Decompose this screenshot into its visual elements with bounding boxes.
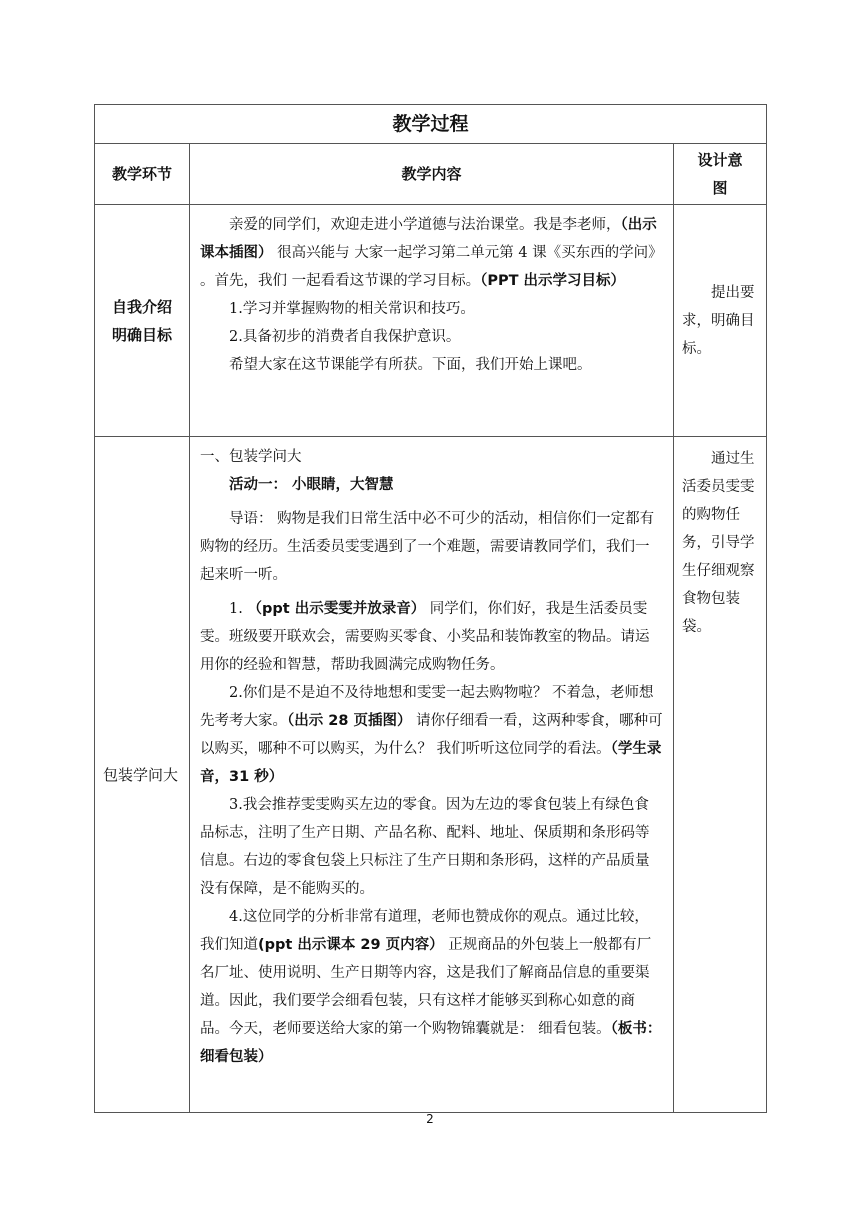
content-packaging (190, 437, 674, 1113)
intro-paragraph: 亲爱的同学们，欢迎走进小学道德与法治课堂。我是李老师，（出示课本插图） 很高兴能与 大家一起学习第二单元第 4 课《买东西的学问》 。首先，我们 一起看看这节课的学习目标。（PPT 出示学习目标） (200, 217, 663, 289)
stage-intro-goals (95, 205, 190, 437)
stage-line: 明确目标 (111, 325, 172, 344)
activity-heading: 活动一： 小眼睛，大智慧 (229, 477, 394, 493)
lesson-plan-sheet (94, 104, 766, 1113)
step-3: 3.我会推荐雯雯购买左边的零食。因为左边的零食包装上有绿色食品标志，注明了生产日期、产品名称、配料、地址、保质期和条形码等信息。右边的零食包袋上只标注了生产日期和条形码，这样的产品质量没有保障，是不能购买的。 (200, 797, 650, 897)
table-row (95, 205, 767, 437)
step-4: 4.这位同学的分析非常有道理，老师也赞成你的观点。通过比较，我们知道(ppt 出示课本 29 页内容） 正规商品的外包装上一般都有厂名厂址、使用说明、生产日期等内容，这是我们了解商品信息的重要渠道。因此，我们要学会细看包装，只有这样才能够买到称心如意的商品。今天，老师要送给大家的第一个购物锦囊就是： 细看包装。（板书： 细看包装） (200, 909, 662, 1065)
step-2: 2.你们是不是迫不及待地想和雯雯一起去购物啦？ 不着急，老师想先考考大家。（出示 28 页插图） 请你仔细看一看，这两种零食，哪种可以购买，哪种不可以购买，为什么？ 我们听听这位同学的看法。（学生录音，31 秒） (200, 685, 663, 785)
table-title-row (95, 105, 767, 144)
goal-2: 2.具备初步的消费者自我保护意识。 (229, 329, 461, 345)
page-number: 2 (426, 1112, 434, 1126)
table-header-row (95, 144, 767, 205)
intent-intro: 提出要求，明确目标。 (674, 205, 767, 437)
content-intro (190, 205, 674, 437)
goal-1: 1.学习并掌握购物的相关常识和技巧。 (229, 301, 475, 317)
intent-packaging: 通过生活委员雯雯的购物任务，引导学生仔细观察食物包装袋。 (674, 437, 767, 1113)
header-content: 教学内容 (190, 144, 674, 205)
intro-guide: 导语： 购物是我们日常生活中必不可少的活动，相信你们一定都有购物的经历。生活委员雯雯遇到了一个难题，需要请教同学们，我们一起来听一听。 (200, 511, 655, 583)
stage-line: 自我介绍 (111, 297, 172, 316)
table-title: 教学过程 (95, 105, 767, 144)
teaching-process-table (94, 104, 767, 1113)
header-intent: 设计意图 (674, 144, 767, 205)
stage-packaging: 包装学问大 (95, 437, 190, 1113)
section-heading: 一、包装学问大 (200, 449, 302, 465)
header-stage: 教学环节 (95, 144, 190, 205)
step-1: 1. （ppt 出示雯雯并放录音） 同学们，你们好，我是生活委员雯雯。班级要开联欢会，需要购买零食、小奖品和装饰教室的物品。请运用你的经验和智慧，帮助我圆满完成购物任务。 (200, 601, 650, 673)
table-row (95, 437, 767, 1113)
closing-line: 希望大家在这节课能学有所获。下面，我们开始上课吧。 (229, 357, 592, 373)
